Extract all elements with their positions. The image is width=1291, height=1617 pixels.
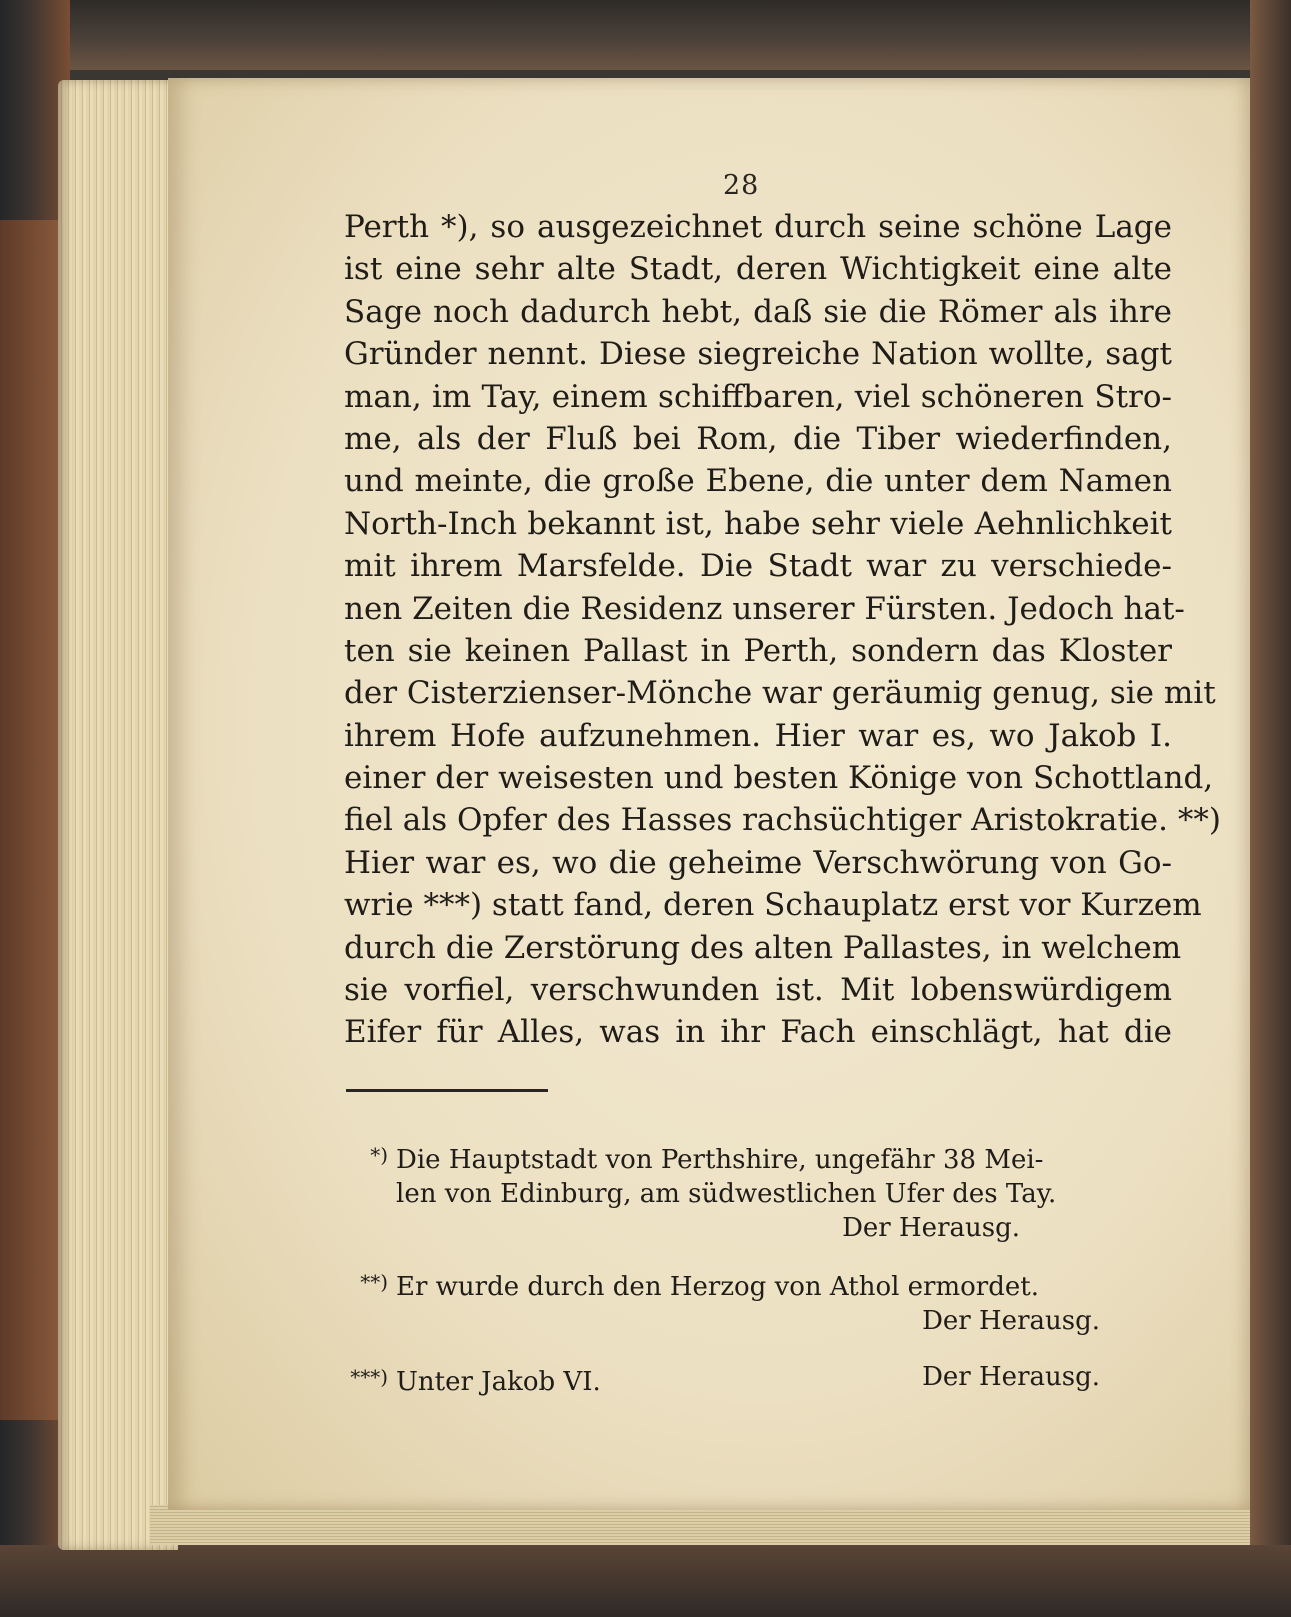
body-line: Gründer nennt. Diese siegreiche Nation wollte, sagt (344, 336, 1172, 373)
footnote-line: Unter Jakob VI. (396, 1367, 601, 1397)
body-line: mit ihrem Marsfelde. Die Stadt war zu verschiede- (344, 548, 1172, 585)
body-line: me, als der Fluß bei Rom, die Tiber wiederfinden, (344, 420, 1172, 457)
page-edges-bottom (150, 1505, 1250, 1545)
body-line: Perth *), so ausgezeichnet durch seine schöne Lage (344, 209, 1172, 245)
footnote-signature: Der Herausg. (922, 1306, 1100, 1336)
body-line: der Cisterzienser-Mönche war geräumig genug, sie mit (344, 675, 1216, 712)
body-line: und meinte, die große Ebene, die unter dem Namen (344, 463, 1172, 500)
body-line: durch die Zerstörung des alten Pallastes, in welchem (344, 929, 1182, 966)
footnote-signature: Der Herausg. (922, 1362, 1100, 1392)
body-line: ihrem Hofe aufzunehmen. Hier war es, wo Jakob I. (344, 717, 1172, 754)
body-line: fiel als Opfer des Hasses rachsüchtiger Aristokratie. **) (344, 802, 1221, 839)
footnote-signature: Der Herausg. (842, 1213, 1020, 1243)
body-line: Hier war es, wo die geheime Verschwörung von Go- (344, 844, 1172, 881)
footnote-mark: ***) (350, 1365, 388, 1389)
body-line: einer der weisesten und besten Könige von Schottland, (344, 760, 1214, 797)
body-line: wrie ***) statt fand, deren Schauplatz erst vor Kurzem (344, 887, 1202, 924)
book-cover-top (0, 0, 1291, 70)
book-page (168, 78, 1250, 1510)
body-line: nen Zeiten die Residenz unserer Fürsten. Jedoch hat- (344, 590, 1185, 627)
book-cover-bottom (0, 1545, 1291, 1617)
body-line: ten sie keinen Pallast in Perth, sondern das Kloster (344, 632, 1172, 669)
body-line: ist eine sehr alte Stadt, deren Wichtigkeit eine alte (344, 251, 1172, 288)
book-cover-right (1250, 0, 1291, 1617)
page-edges (58, 80, 178, 1550)
body-text (344, 206, 1221, 1054)
footnote-mark: *) (370, 1143, 388, 1167)
footnote-separator (346, 1089, 548, 1092)
footnote (338, 1265, 1170, 1338)
body-line: sie vorfiel, verschwunden ist. Mit lobenswürdigem (344, 972, 1172, 1009)
footnote-line: Er wurde durch den Herzog von Athol ermordet. (396, 1272, 1039, 1302)
footnote-line: len von Edinburg, am südwestlichen Ufer des Tay. (396, 1179, 1057, 1209)
footnote (338, 1138, 1170, 1245)
body-line: man, im Tay, einem schiffbaren, viel schöneren Stro- (344, 378, 1172, 415)
leather-binding (0, 220, 62, 1420)
footnote (338, 1360, 1170, 1399)
body-line: Sage noch dadurch hebt, daß sie die Römer als ihre (344, 293, 1172, 330)
page-number: 28 (723, 170, 760, 201)
footnote-mark: **) (360, 1270, 388, 1294)
footnote-line: Die Hauptstadt von Perthshire, ungefähr 38 Mei- (396, 1145, 1044, 1175)
body-line: North-Inch bekannt ist, habe sehr viele Aehnlichkeit (344, 505, 1172, 542)
footnotes (338, 1138, 1170, 1399)
body-line: Eifer für Alles, was in ihr Fach einschlägt, hat die (344, 1014, 1172, 1051)
